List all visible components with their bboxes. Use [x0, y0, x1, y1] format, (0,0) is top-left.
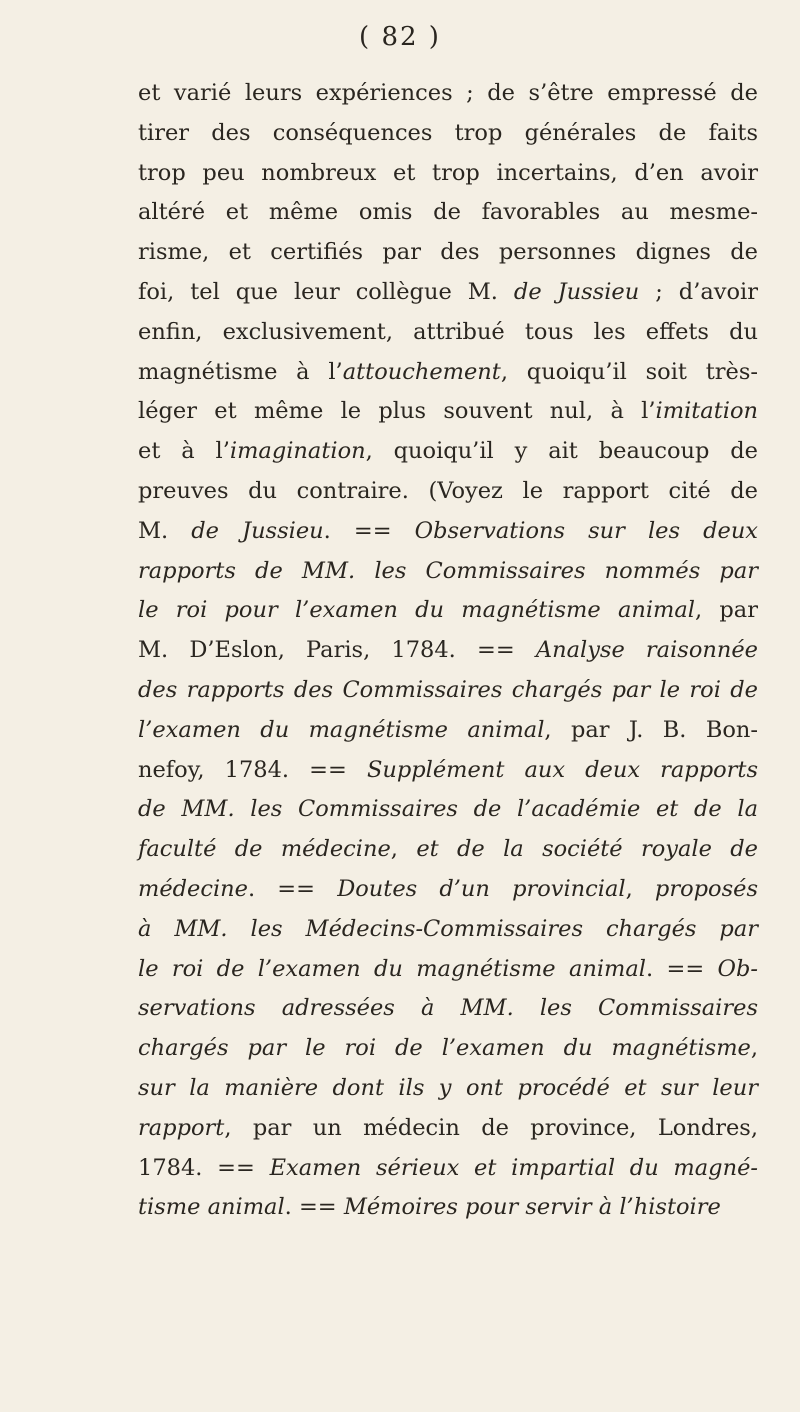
- text-run: M. D’Eslon, Paris, 1784. ==: [138, 637, 536, 664]
- text-run: ,: [750, 1035, 758, 1062]
- text-run: risme, et certifiés par des personnes dignes de: [138, 239, 758, 266]
- italic-run: rapports de MM. les Commissaires nommés par: [138, 557, 758, 584]
- italic-run: Ob-: [717, 955, 758, 982]
- text-line-content: [138, 1155, 758, 1181]
- text-line-content: [138, 796, 758, 822]
- text-line: [138, 114, 758, 154]
- text-line-content: [138, 279, 758, 305]
- text-line-content: [138, 199, 758, 225]
- text-line: [138, 950, 758, 990]
- text-line-content: [138, 120, 758, 146]
- text-run: et varié leurs expériences ; de s’être empressé de: [138, 80, 758, 106]
- text-line: [138, 233, 758, 273]
- text-line-content: [138, 995, 758, 1021]
- text-run: . ==: [247, 875, 338, 902]
- text-line-content: [138, 160, 758, 186]
- text-run: ,: [625, 875, 655, 902]
- text-line-content: [138, 916, 758, 942]
- text-line: [138, 74, 758, 114]
- text-line: [138, 631, 758, 671]
- text-line: [138, 472, 758, 512]
- text-run: . ==: [646, 955, 718, 982]
- italic-run: chargés par le roi de l’examen du magnétisme: [138, 1035, 751, 1062]
- text-line: [138, 392, 758, 432]
- italic-run: faculté de médecine: [138, 836, 391, 863]
- text-line: [138, 512, 758, 552]
- text-run: , par J. B. Bon-: [544, 716, 758, 743]
- text-line-content: [138, 319, 758, 345]
- page-number: ( 82 ): [359, 22, 441, 52]
- text-run: tirer des conséquences trop générales de faits: [138, 119, 758, 146]
- text-line-content: [138, 717, 758, 743]
- italic-run: Mémoires pour servir à l’histoire: [343, 1194, 721, 1221]
- italic-run: de Jussieu: [191, 517, 324, 544]
- text-run: ,: [390, 836, 417, 863]
- text-line-content: [138, 757, 758, 783]
- text-line-content: [138, 637, 758, 663]
- italic-run: attouchement: [342, 358, 501, 385]
- text-line-content: [138, 1194, 721, 1220]
- italic-run: sur la manière dont ils y ont procédé et sur leur: [138, 1074, 758, 1101]
- text-run: foi, tel que leur collègue M.: [138, 278, 514, 305]
- text-line: [138, 910, 758, 950]
- text-line-content: [138, 956, 758, 982]
- text-line: [138, 273, 758, 313]
- text-line-content: [138, 239, 758, 265]
- text-line: [138, 432, 758, 472]
- text-run: . ==: [284, 1194, 344, 1221]
- text-line: [138, 1069, 758, 1109]
- italic-run: Supplément aux deux rapports: [366, 756, 758, 783]
- text-line-content: [138, 359, 758, 385]
- text-line: [138, 552, 758, 592]
- text-run: , par un médecin de province, Londres,: [224, 1114, 758, 1141]
- text-run: trop peu nombreux et trop incertains, d’en avoir: [138, 159, 758, 186]
- text-line-content: [138, 1035, 758, 1061]
- text-line-content: [138, 1075, 758, 1101]
- text-run: . ==: [323, 517, 415, 544]
- text-line-content: [138, 836, 758, 862]
- italic-run: Observations sur les deux: [414, 517, 758, 544]
- text-run: preuves du contraire. (Voyez le rapport cité de: [138, 477, 758, 504]
- text-run: enfin, exclusivement, attribué tous les effets du: [138, 318, 758, 345]
- text-line-content: [138, 597, 758, 623]
- text-run: magnétisme à l’: [138, 358, 343, 385]
- italic-run: et de la société royale de: [416, 836, 758, 863]
- text-line: [138, 830, 758, 870]
- text-line-content: [138, 438, 758, 464]
- italic-run: des rapports des Commissaires chargés par le roi de: [138, 676, 758, 703]
- italic-run: rapport: [138, 1114, 225, 1141]
- text-line: [138, 193, 758, 233]
- italic-run: imagination: [229, 438, 366, 465]
- text-line: [138, 1109, 758, 1149]
- italic-run: le roi pour l’examen du magnétisme animal: [138, 597, 695, 624]
- text-line: [138, 313, 758, 353]
- text-run: et à l’: [138, 438, 230, 465]
- text-run: léger et même le plus souvent nul, à l’: [138, 398, 656, 425]
- italic-run: proposés: [654, 875, 758, 902]
- text-line: [138, 790, 758, 830]
- text-line-content: [138, 518, 758, 544]
- italic-run: servations adressées à MM. les Commissaires: [138, 995, 758, 1022]
- text-line: [138, 1029, 758, 1069]
- text-line: [138, 353, 758, 393]
- text-line-content: [138, 558, 758, 584]
- text-run: altéré et même omis de favorables au mesme-: [138, 199, 758, 226]
- text-line: [138, 751, 758, 791]
- text-line: [138, 989, 758, 1029]
- body-text: [138, 74, 758, 1228]
- text-line: [138, 671, 758, 711]
- text-run: , par: [695, 597, 758, 624]
- text-line: [138, 1188, 758, 1228]
- text-line: [138, 1149, 758, 1189]
- text-line: [138, 591, 758, 631]
- italic-run: de Jussieu: [513, 278, 640, 305]
- italic-run: Doutes d’un provincial: [337, 875, 626, 902]
- italic-run: à MM. les Médecins-Commissaires chargés par: [138, 915, 758, 942]
- text-line-content: [138, 677, 758, 703]
- text-line-content: [138, 876, 758, 902]
- italic-run: Examen sérieux et impartial du magné-: [269, 1154, 758, 1181]
- text-line: [138, 154, 758, 194]
- italic-run: tisme animal: [138, 1194, 285, 1221]
- text-line-content: [138, 80, 758, 106]
- italic-run: le roi de l’examen du magnétisme animal: [138, 955, 646, 982]
- text-line-content: [138, 1115, 758, 1141]
- text-run: 1784. ==: [138, 1154, 270, 1181]
- italic-run: médecine: [138, 875, 248, 902]
- italic-run: l’examen du magnétisme animal: [138, 716, 545, 743]
- text-run: nefoy, 1784. ==: [138, 756, 367, 783]
- text-line: [138, 711, 758, 751]
- italic-run: de MM. les Commissaires de l’académie et de la: [138, 796, 758, 823]
- text-line: [138, 870, 758, 910]
- text-line-content: [138, 478, 758, 504]
- text-run: M.: [138, 517, 192, 544]
- italic-run: imitation: [655, 398, 758, 425]
- text-line-content: [138, 398, 758, 424]
- text-run: , quoiqu’il y ait beaucoup de: [365, 438, 758, 465]
- italic-run: Analyse raisonnée: [535, 637, 758, 664]
- text-run: ; d’avoir: [639, 278, 758, 305]
- text-run: , quoiqu’il soit très-: [500, 358, 759, 385]
